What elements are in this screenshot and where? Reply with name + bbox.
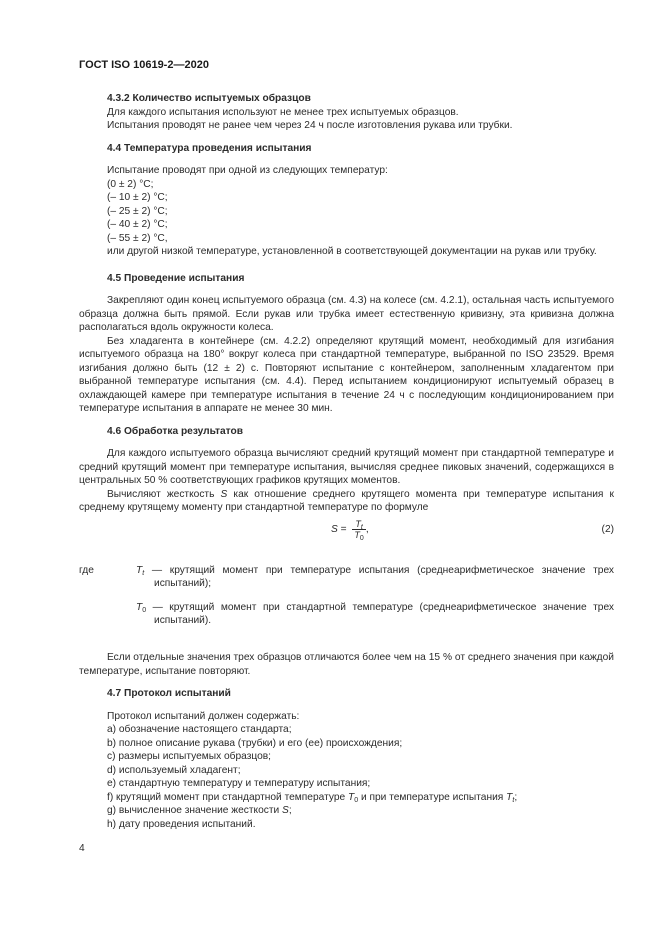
symbol-definition: $T_t$ — крутящий момент при температуре испытания (среднеарифметическое значение трех испытаний);: [136, 564, 614, 590]
list-item: a) обозначение настоящего стандарта;: [107, 724, 292, 736]
formula-2: [79, 517, 614, 545]
where-clause: [79, 564, 614, 628]
paragraph: Если отдельные значения трех образцов отличаются более чем на 15 % от среднего значения при каждой температуре, испытание повторяют.: [79, 652, 614, 677]
section-heading-4-7: 4.7 Протокол испытаний: [107, 688, 231, 700]
section-heading-4-6: 4.6 Обработка результатов: [107, 425, 244, 437]
list-item: d) используемый хладагент;: [107, 764, 241, 776]
paragraph: Закрепляют один конец испытуемого образца (см. 4.3) на колесе (см. 4.2.1), остальная часть испытуемого образца должна быть прямой. Если рукав или трубка имеет естественную кривизну, эта кривизна должна располагаться вдоль окружности колеса.: [79, 295, 614, 333]
section-heading-4-5: 4.5 Проведение испытания: [107, 272, 245, 284]
temperature-item: (– 10 ± 2) °С;: [107, 192, 168, 203]
document-body: [79, 92, 614, 831]
paragraph: Испытания проводят не ранее чем через 24 ч после изготовления рукава или трубки.: [107, 120, 513, 131]
equation-number: (2): [601, 523, 614, 535]
list-item: h) дату проведения испытаний.: [107, 818, 256, 830]
paragraph: Вычисляют жесткость S как отношение среднего крутящего момента при температуре испытания к среднему крутящему моменту при стандартной температуре по формуле: [79, 488, 614, 513]
paragraph: Без хладагента в контейнере (см. 4.2.2) определяют крутящий момент, необходимый для изгибания испытуемого образца на 180° вокруг колеса при стандартной температуре, выбранной по ISO 23529. Время изгибания должно быть (12 ± 2) с. Повторяют испытание с контейнером, заполненным хладагентом при выбранной температуре испытания (см. 4.4). Перед испытанием кондиционируют испытуемый образец в охлаждающей камере при температуре испытания в течение 24 ч с последующим кондиционированием при температуре испытания в аппарате не менее 30 мин.: [79, 335, 614, 414]
temperature-item: (0 ± 2) °С;: [107, 178, 154, 190]
list-item: b) полное описание рукава (трубки) и его (ее) происхождения;: [107, 737, 403, 749]
fraction: $\frac{T_t}{T_0}$: [354, 518, 364, 542]
page-number: 4: [79, 843, 85, 854]
paragraph: Протокол испытаний должен содержать:: [107, 710, 300, 722]
temperature-item: (– 55 ± 2) °С,: [107, 232, 168, 244]
section-heading-4-3-2: 4.3.2 Количество испытуемых образцов: [107, 93, 311, 104]
symbol-definition: $T_0$ — крутящий момент при стандартной температуре (среднеарифметическое значение трех испытаний).: [136, 601, 614, 627]
temperature-item: (– 25 ± 2) °С;: [107, 205, 168, 217]
list-item: g) вычисленное значение жесткости S;: [107, 805, 292, 817]
where-label: где: [79, 564, 94, 576]
section-heading-4-4: 4.4 Температура проведения испытания: [107, 142, 312, 154]
formula-expression: S = $\frac{T_t}{T_0}$ ,: [331, 518, 369, 542]
paragraph: или другой низкой температуре, установленной в соответствующей документации на рукав или трубку.: [107, 246, 597, 257]
temperature-item: (– 40 ± 2) °С;: [107, 219, 168, 230]
paragraph: Испытание проводят при одной из следующих температур:: [107, 165, 388, 176]
list-item: f) крутящий момент при стандартной температуре $T_0$ и при температуре испытания $T_t$;: [107, 791, 518, 804]
document-header: ГОСТ ISO 10619-2—2020: [79, 59, 209, 71]
list-item: e) стандартную температуру и температуру испытания;: [107, 778, 371, 790]
paragraph: Для каждого испытания используют не менее трех испытуемых образцов.: [107, 106, 459, 118]
list-item: c) размеры испытуемых образцов;: [107, 751, 272, 763]
paragraph: Для каждого испытуемого образца вычисляют средний крутящий момент при стандартной температуре и средний крутящий момент при температуре испытания, вычисляя среднее пиковых значений, содержащихся в центральных 50 % соответствующих графиков крутящих моментов.: [79, 448, 614, 486]
